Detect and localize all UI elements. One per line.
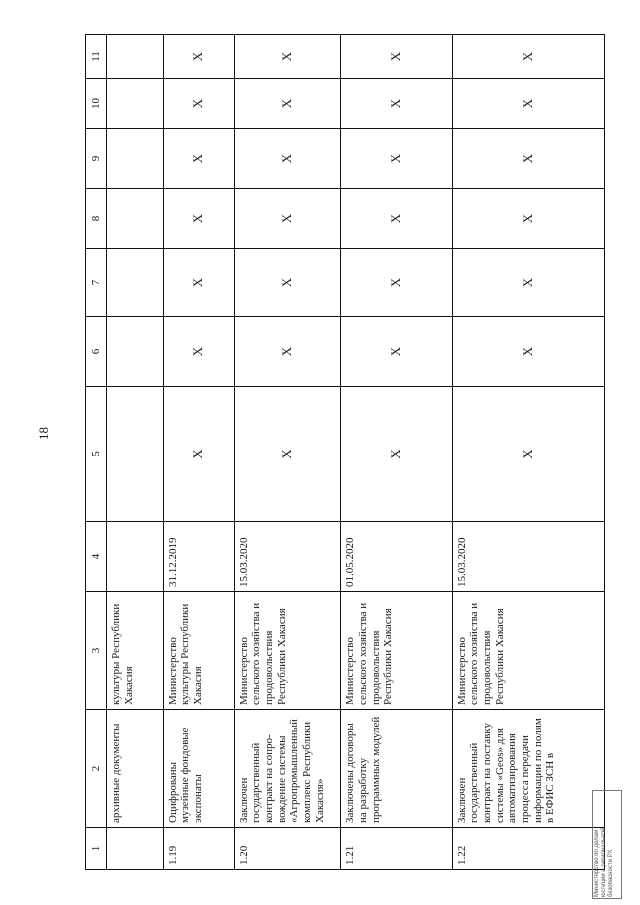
- row-mark: [107, 129, 164, 189]
- row-mark: X: [452, 79, 604, 129]
- row-date: 01.05.2020: [341, 522, 453, 592]
- table-row: [107, 35, 164, 870]
- stamp-line: безопасности РХ: [608, 849, 614, 897]
- row-mark: X: [234, 35, 340, 79]
- table-row: [163, 35, 234, 870]
- row-number: 1.20: [234, 828, 340, 870]
- row-org: Министерство сельского хозяйства и продовольствия Республики Хакасия: [452, 592, 604, 710]
- column-header: 2: [86, 710, 107, 828]
- row-org: Министерство сельского хозяйства и продовольствия Республики Хакасия: [234, 592, 340, 710]
- row-mark: X: [452, 129, 604, 189]
- row-mark: X: [163, 189, 234, 249]
- plan-table: [85, 34, 605, 870]
- column-header: 4: [86, 522, 107, 592]
- table-container: [85, 35, 605, 870]
- row-mark: X: [452, 249, 604, 317]
- row-mark: X: [163, 317, 234, 387]
- table-row: [234, 35, 340, 870]
- row-org: Министерство сельского хозяйства и продовольствия Республики Хакасия: [341, 592, 453, 710]
- row-name: Заключен государственный контракт на поставку системы «Geos» для автоматизирования процесса передачи информации по полям в ЕФИС ЗСН в: [452, 710, 604, 828]
- row-name: Заключены договоры на разработку программных модулей: [341, 710, 453, 828]
- row-mark: [107, 249, 164, 317]
- row-org: Министерство культуры Республики Хакасия: [163, 592, 234, 710]
- row-name: архивные документы: [107, 710, 164, 828]
- row-mark: X: [234, 387, 340, 522]
- column-header: 8: [86, 189, 107, 249]
- column-header: 5: [86, 387, 107, 522]
- row-number: 1.22: [452, 828, 604, 870]
- row-mark: [107, 317, 164, 387]
- column-header: 6: [86, 317, 107, 387]
- row-mark: X: [163, 79, 234, 129]
- row-mark: X: [234, 249, 340, 317]
- row-mark: [107, 189, 164, 249]
- row-name: Заключен государственный контракт на сопро-вождение системы «Агропромышленный комплекс Республики Хакасия»: [234, 710, 340, 828]
- row-number: 1.19: [163, 828, 234, 870]
- row-number: 1.21: [341, 828, 453, 870]
- row-date: [107, 522, 164, 592]
- row-mark: X: [341, 35, 453, 79]
- row-mark: X: [234, 317, 340, 387]
- column-header: 9: [86, 129, 107, 189]
- row-mark: [107, 35, 164, 79]
- registration-stamp: [592, 790, 622, 899]
- row-mark: X: [234, 129, 340, 189]
- table-row: [341, 35, 453, 870]
- page-number: 18: [36, 427, 51, 440]
- row-mark: X: [452, 317, 604, 387]
- row-number: [107, 828, 164, 870]
- row-mark: [107, 387, 164, 522]
- row-mark: X: [452, 35, 604, 79]
- header-row: [86, 35, 107, 870]
- row-name: Оцифрованы музейные фондовые экспонаты: [163, 710, 234, 828]
- column-header: 1: [86, 828, 107, 870]
- row-date: 31.12.2019: [163, 522, 234, 592]
- column-header: 10: [86, 79, 107, 129]
- row-mark: X: [163, 129, 234, 189]
- row-date: 15.03.2020: [234, 522, 340, 592]
- row-mark: X: [163, 249, 234, 317]
- column-header: 3: [86, 592, 107, 710]
- column-header: 11: [86, 35, 107, 79]
- row-mark: X: [163, 35, 234, 79]
- row-mark: X: [341, 387, 453, 522]
- row-mark: X: [452, 387, 604, 522]
- row-mark: X: [341, 249, 453, 317]
- table-row: [452, 35, 604, 870]
- stamp-line: юстиции и региональной: [601, 827, 607, 897]
- row-mark: X: [234, 79, 340, 129]
- row-mark: X: [452, 189, 604, 249]
- row-mark: X: [341, 317, 453, 387]
- row-date: 15.03.2020: [452, 522, 604, 592]
- stamp-line: Министерство по делам: [594, 829, 600, 897]
- row-mark: X: [341, 79, 453, 129]
- row-mark: X: [341, 189, 453, 249]
- row-mark: [107, 79, 164, 129]
- row-mark: X: [163, 387, 234, 522]
- row-mark: X: [341, 129, 453, 189]
- column-header: 7: [86, 249, 107, 317]
- row-org: культуры Республики Хакасия: [107, 592, 164, 710]
- row-mark: X: [234, 189, 340, 249]
